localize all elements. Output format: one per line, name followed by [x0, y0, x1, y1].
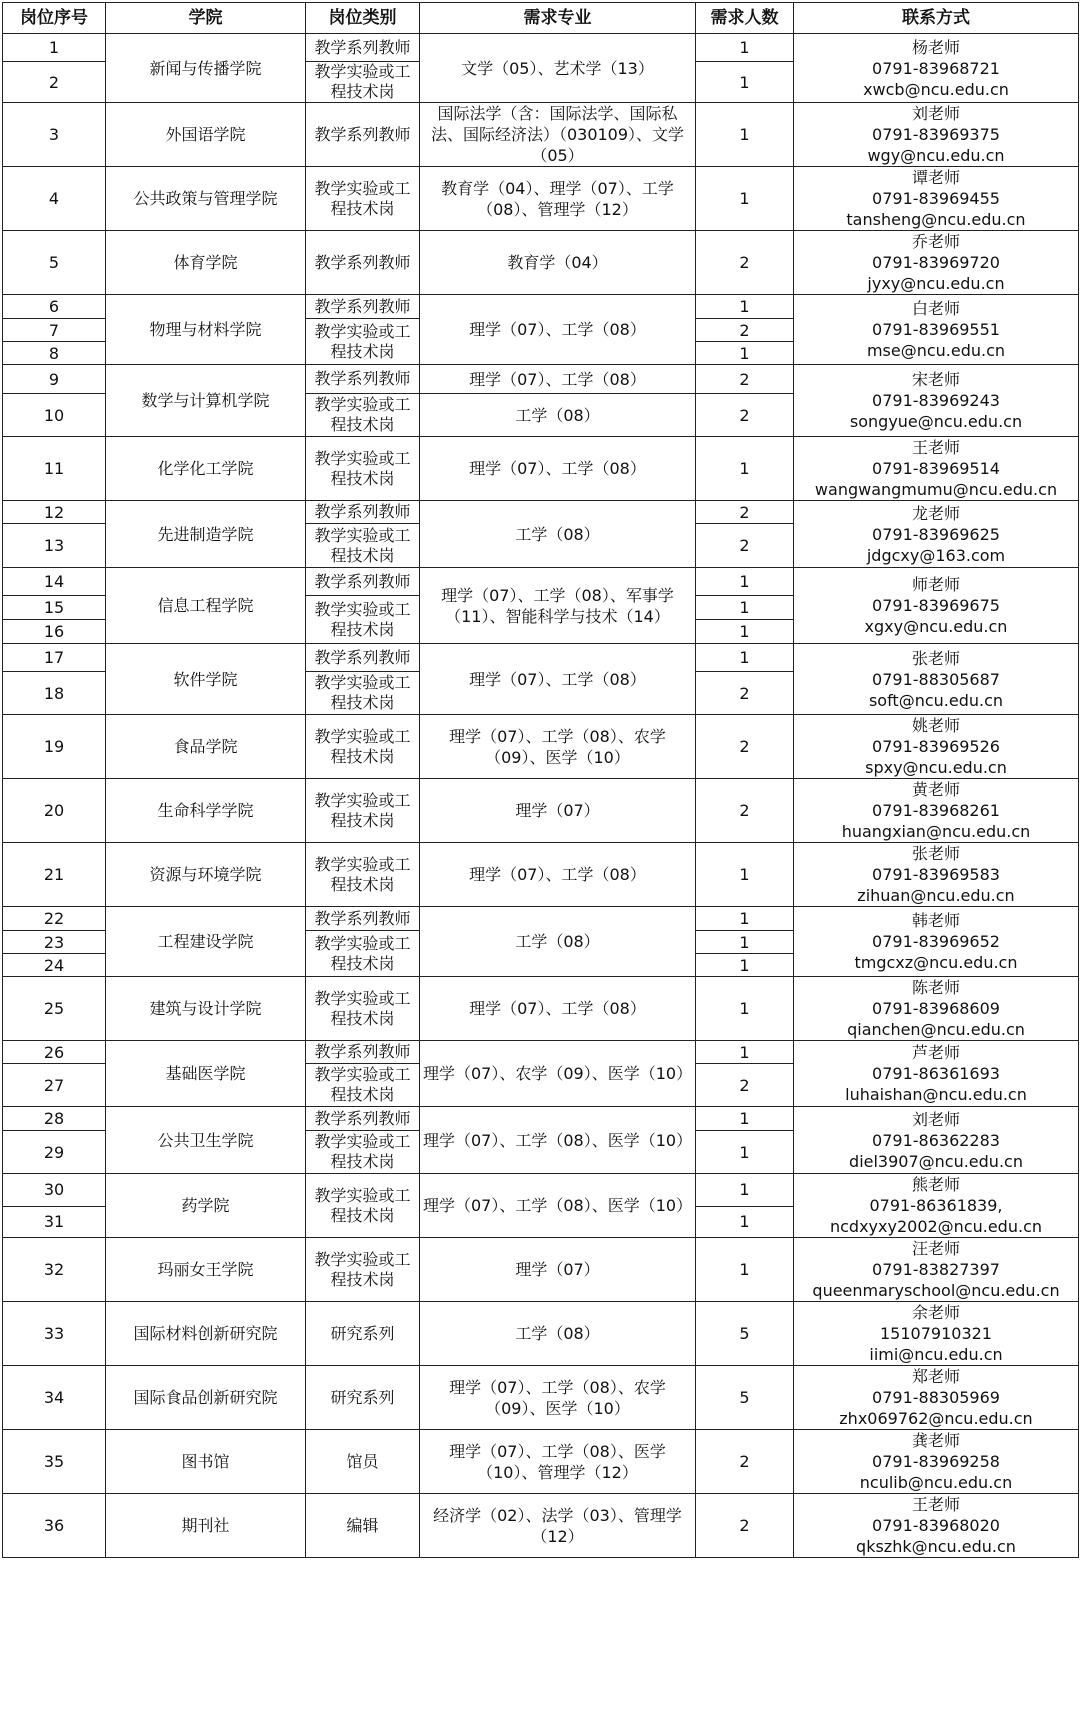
contact-phone: 0791-83969514 [872, 459, 1000, 478]
contact-phone: 0791-83969675 [872, 596, 1000, 615]
contact-cell [794, 1041, 1079, 1107]
required-major-cell: 工学（08） [420, 501, 696, 568]
position-type-cell: 教学实验或工程技术岗 [306, 167, 420, 231]
required-major-cell: 工学（08） [420, 394, 696, 437]
position-type-cell: 教学系列教师 [306, 34, 420, 62]
required-count-cell: 2 [696, 1064, 794, 1107]
required-count-cell: 1 [696, 843, 794, 907]
position-type-cell: 教学实验或工程技术岗 [306, 779, 420, 843]
table-row [3, 1238, 1079, 1302]
position-type-cell: 教学实验或工程技术岗 [306, 1174, 420, 1238]
contact-cell [794, 715, 1079, 779]
required-count-cell: 2 [696, 1494, 794, 1558]
position-type-cell: 教学系列教师 [306, 501, 420, 524]
contact-phone: 0791-83968020 [872, 1516, 1000, 1535]
position-id-cell: 8 [3, 342, 106, 365]
contact-cell [794, 779, 1079, 843]
required-major-cell: 理学（07）、工学（08）、医学（10） [420, 1107, 696, 1174]
contact-phone: 0791-83969243 [872, 391, 1000, 410]
position-id-cell: 35 [3, 1430, 106, 1494]
required-count-cell: 2 [696, 524, 794, 568]
required-count-cell: 2 [696, 672, 794, 715]
contact-email: iimi@ncu.edu.cn [869, 1345, 1003, 1364]
position-id-cell: 7 [3, 319, 106, 342]
position-id-cell: 26 [3, 1041, 106, 1064]
table-body [3, 34, 1079, 1558]
contact-email: songyue@ncu.edu.cn [849, 412, 1023, 431]
required-major-cell: 理学（07） [420, 1238, 696, 1302]
required-major-cell: 理学（07）、工学（08）、军事学（11）、智能科学与技术（14） [420, 568, 696, 644]
college-cell: 公共政策与管理学院 [106, 167, 306, 231]
position-type-cell: 教学实验或工程技术岗 [306, 931, 420, 977]
position-type-cell: 教学实验或工程技术岗 [306, 394, 420, 437]
position-type-cell: 教学系列教师 [306, 295, 420, 319]
position-type-cell: 教学实验或工程技术岗 [306, 672, 420, 715]
contact-name: 谭老师 [911, 168, 960, 187]
contact-phone: 0791-83968609 [872, 999, 1000, 1018]
required-count-cell: 2 [696, 715, 794, 779]
required-major-cell: 理学（07）、工学（08） [420, 843, 696, 907]
table-row [3, 1041, 1079, 1064]
table-row [3, 34, 1079, 62]
position-id-cell: 6 [3, 295, 106, 319]
required-major-cell: 经济学（02）、法学（03）、管理学（12） [420, 1494, 696, 1558]
required-count-cell: 2 [696, 779, 794, 843]
required-major-cell: 理学（07）、工学（08）、医学（10） [420, 1174, 696, 1238]
college-cell: 图书馆 [106, 1430, 306, 1494]
position-type-cell: 教学实验或工程技术岗 [306, 437, 420, 501]
position-type-cell: 教学系列教师 [306, 907, 420, 931]
college-cell: 化学化工学院 [106, 437, 306, 501]
contact-phone: 0791-88305969 [872, 1388, 1000, 1407]
contact-name: 乔老师 [911, 232, 960, 251]
college-cell: 资源与环境学院 [106, 843, 306, 907]
required-count-cell: 1 [696, 907, 794, 931]
required-count-cell: 1 [696, 1107, 794, 1131]
contact-phone: 0791-83969258 [872, 1452, 1000, 1471]
contact-email: qkszhk@ncu.edu.cn [856, 1537, 1016, 1556]
header-required-major: 需求专业 [420, 3, 696, 34]
contact-name: 白老师 [911, 299, 960, 318]
college-cell: 物理与材料学院 [106, 295, 306, 365]
required-count-cell: 1 [696, 568, 794, 596]
position-type-cell: 教学实验或工程技术岗 [306, 524, 420, 568]
contact-cell [794, 231, 1079, 295]
contact-phone: 0791-83968721 [872, 58, 1000, 78]
contact-email: luhaishan@ncu.edu.cn [845, 1085, 1027, 1104]
contact-cell [794, 1302, 1079, 1366]
required-major-cell: 理学（07）、工学（08）、农学（09）、医学（10） [420, 715, 696, 779]
contact-email: tmgcxz@ncu.edu.cn [854, 953, 1018, 972]
required-count-cell: 1 [696, 1041, 794, 1064]
contact-phone: 0791-83969551 [872, 320, 1000, 339]
position-id-cell: 11 [3, 437, 106, 501]
required-major-cell: 理学（07） [420, 779, 696, 843]
contact-phone: 15107910321 [880, 1324, 992, 1343]
contact-cell [794, 907, 1079, 977]
contact-cell [794, 501, 1079, 568]
required-count-cell: 1 [696, 62, 794, 103]
college-cell: 外国语学院 [106, 103, 306, 167]
contact-email: xgxy@ncu.edu.cn [864, 617, 1008, 636]
college-cell: 国际食品创新研究院 [106, 1366, 306, 1430]
contact-cell [794, 365, 1079, 437]
contact-phone: 0791-88305687 [872, 669, 1000, 689]
required-major-cell: 理学（07）、农学（09）、医学（10） [420, 1041, 696, 1107]
required-count-cell: 5 [696, 1366, 794, 1430]
position-type-cell: 教学实验或工程技术岗 [306, 1131, 420, 1174]
required-major-cell: 理学（07）、工学（08） [420, 365, 696, 394]
contact-name: 张老师 [911, 648, 960, 668]
position-id-cell: 5 [3, 231, 106, 295]
required-major-cell: 理学（07）、工学（08） [420, 437, 696, 501]
college-cell: 基础医学院 [106, 1041, 306, 1107]
position-type-cell: 教学实验或工程技术岗 [306, 977, 420, 1041]
contact-email: zhx069762@ncu.edu.cn [839, 1409, 1033, 1428]
position-id-cell: 13 [3, 524, 106, 568]
position-type-cell: 馆员 [306, 1430, 420, 1494]
contact-email: soft@ncu.edu.cn [868, 690, 1004, 710]
college-cell: 工程建设学院 [106, 907, 306, 977]
college-cell: 玛丽女王学院 [106, 1238, 306, 1302]
required-major-cell: 理学（07）、工学（08）、医学（10）、管理学（12） [420, 1430, 696, 1494]
position-type-cell: 教学系列教师 [306, 365, 420, 394]
required-count-cell: 1 [696, 954, 794, 977]
position-type-cell: 教学实验或工程技术岗 [306, 319, 420, 365]
contact-cell [794, 295, 1079, 365]
required-count-cell: 1 [696, 977, 794, 1041]
table-row [3, 1366, 1079, 1430]
required-count-cell: 1 [696, 1131, 794, 1174]
college-cell: 建筑与设计学院 [106, 977, 306, 1041]
college-cell: 信息工程学院 [106, 568, 306, 644]
position-type-cell: 教学实验或工程技术岗 [306, 1238, 420, 1302]
college-cell: 国际材料创新研究院 [106, 1302, 306, 1366]
table-row [3, 365, 1079, 394]
required-count-cell: 2 [696, 1430, 794, 1494]
position-type-cell: 教学系列教师 [306, 644, 420, 672]
contact-name: 王老师 [911, 438, 960, 457]
contact-cell [794, 977, 1079, 1041]
required-count-cell: 2 [696, 365, 794, 394]
position-id-cell: 33 [3, 1302, 106, 1366]
contact-email: wangwangmumu@ncu.edu.cn [814, 480, 1058, 499]
contact-name: 龚老师 [911, 1431, 960, 1450]
contact-cell [794, 437, 1079, 501]
table-row [3, 1107, 1079, 1131]
contact-name: 龙老师 [911, 503, 960, 523]
contact-cell [794, 1494, 1079, 1558]
contact-cell [794, 103, 1079, 167]
required-count-cell: 1 [696, 596, 794, 620]
table-row [3, 231, 1079, 295]
college-cell: 体育学院 [106, 231, 306, 295]
position-id-cell: 34 [3, 1366, 106, 1430]
position-id-cell: 1 [3, 34, 106, 62]
contact-phone: 0791-86362283 [872, 1130, 1000, 1150]
contact-name: 韩老师 [911, 911, 960, 930]
position-type-cell: 教学实验或工程技术岗 [306, 1064, 420, 1107]
position-type-cell: 研究系列 [306, 1302, 420, 1366]
table-row [3, 644, 1079, 672]
position-id-cell: 19 [3, 715, 106, 779]
table-row [3, 103, 1079, 167]
position-id-cell: 36 [3, 1494, 106, 1558]
required-count-cell: 1 [696, 167, 794, 231]
position-id-cell: 30 [3, 1174, 106, 1207]
contact-email: tansheng@ncu.edu.cn [846, 210, 1026, 229]
contact-email: jyxy@ncu.edu.cn [867, 274, 1005, 293]
contact-email: ncdxyxy2002@ncu.edu.cn [829, 1217, 1042, 1236]
contact-cell [794, 568, 1079, 644]
required-count-cell: 1 [696, 620, 794, 644]
required-major-cell: 文学（05）、艺术学（13） [420, 34, 696, 103]
college-cell: 先进制造学院 [106, 501, 306, 568]
required-count-cell: 1 [696, 1206, 794, 1238]
contact-email: queenmaryschool@ncu.edu.cn [812, 1281, 1060, 1300]
position-type-cell: 教学系列教师 [306, 568, 420, 596]
position-type-cell: 教学系列教师 [306, 103, 420, 167]
position-type-cell: 教学实验或工程技术岗 [306, 843, 420, 907]
header-position-id: 岗位序号 [3, 3, 106, 34]
college-cell: 食品学院 [106, 715, 306, 779]
required-count-cell: 2 [696, 319, 794, 342]
college-cell: 公共卫生学院 [106, 1107, 306, 1174]
contact-cell [794, 644, 1079, 715]
college-cell: 期刊社 [106, 1494, 306, 1558]
required-count-cell: 1 [696, 437, 794, 501]
position-id-cell: 2 [3, 62, 106, 103]
contact-name: 刘老师 [911, 104, 960, 123]
position-id-cell: 10 [3, 394, 106, 437]
contact-name: 杨老师 [911, 37, 960, 57]
header-contact: 联系方式 [794, 3, 1079, 34]
position-id-cell: 27 [3, 1064, 106, 1107]
position-id-cell: 14 [3, 568, 106, 596]
required-count-cell: 1 [696, 1238, 794, 1302]
required-major-cell: 理学（07）、工学（08）、农学（09）、医学（10） [420, 1366, 696, 1430]
position-type-cell: 教学实验或工程技术岗 [306, 715, 420, 779]
contact-phone: 0791-83969625 [872, 524, 1000, 544]
contact-phone: 0791-83969583 [872, 865, 1000, 884]
contact-email: wgy@ncu.edu.cn [867, 146, 1005, 165]
contact-name: 刘老师 [911, 1109, 960, 1129]
position-id-cell: 21 [3, 843, 106, 907]
contact-cell [794, 1107, 1079, 1174]
required-major-cell: 理学（07）、工学（08） [420, 977, 696, 1041]
position-id-cell: 3 [3, 103, 106, 167]
table-row [3, 1430, 1079, 1494]
required-major-cell: 工学（08） [420, 1302, 696, 1366]
position-type-cell: 编辑 [306, 1494, 420, 1558]
required-major-cell: 工学（08） [420, 907, 696, 977]
contact-phone: 0791-83969652 [872, 932, 1000, 951]
table-row [3, 295, 1079, 319]
required-major-cell: 理学（07）、工学（08） [420, 644, 696, 715]
position-id-cell: 24 [3, 954, 106, 977]
contact-name: 姚老师 [911, 716, 960, 735]
contact-email: huangxian@ncu.edu.cn [841, 822, 1031, 841]
required-count-cell: 1 [696, 103, 794, 167]
contact-name: 郑老师 [911, 1367, 960, 1386]
required-major-cell: 教育学（04） [420, 231, 696, 295]
position-id-cell: 31 [3, 1206, 106, 1238]
table-row [3, 907, 1079, 931]
contact-email: nculib@ncu.edu.cn [859, 1473, 1013, 1492]
table-row [3, 779, 1079, 843]
contact-email: jdgcxy@163.com [866, 545, 1006, 565]
table-row [3, 167, 1079, 231]
required-count-cell: 1 [696, 931, 794, 954]
contact-name: 熊老师 [911, 1175, 960, 1194]
header-position-type: 岗位类别 [306, 3, 420, 34]
required-count-cell: 2 [696, 501, 794, 524]
contact-name: 王老师 [911, 1495, 960, 1514]
position-id-cell: 18 [3, 672, 106, 715]
college-cell: 药学院 [106, 1174, 306, 1238]
position-id-cell: 23 [3, 931, 106, 954]
contact-email: xwcb@ncu.edu.cn [863, 79, 1009, 99]
contact-email: zihuan@ncu.edu.cn [857, 886, 1015, 905]
position-type-cell: 教学实验或工程技术岗 [306, 596, 420, 644]
position-id-cell: 17 [3, 644, 106, 672]
college-cell: 软件学院 [106, 644, 306, 715]
contact-email: diel3907@ncu.edu.cn [849, 1151, 1023, 1171]
contact-phone: 0791-83968261 [872, 801, 1000, 820]
position-type-cell: 教学系列教师 [306, 231, 420, 295]
college-cell: 生命科学学院 [106, 779, 306, 843]
contact-phone: 0791-86361693 [872, 1064, 1000, 1083]
contact-name: 黄老师 [911, 780, 960, 799]
table-row [3, 715, 1079, 779]
contact-name: 汪老师 [911, 1239, 960, 1258]
required-count-cell: 5 [696, 1302, 794, 1366]
required-count-cell: 1 [696, 644, 794, 672]
table-row [3, 437, 1079, 501]
position-type-cell: 教学系列教师 [306, 1041, 420, 1064]
contact-cell [794, 1430, 1079, 1494]
position-type-cell: 教学实验或工程技术岗 [306, 62, 420, 103]
required-major-cell: 理学（07）、工学（08） [420, 295, 696, 365]
contact-cell [794, 34, 1079, 103]
table-row [3, 568, 1079, 596]
position-id-cell: 20 [3, 779, 106, 843]
contact-cell [794, 843, 1079, 907]
required-major-cell: 国际法学（含：国际法学、国际私法、国际经济法）（030109）、文学（05） [420, 103, 696, 167]
position-type-cell: 研究系列 [306, 1366, 420, 1430]
table-header-row [3, 3, 1079, 34]
college-cell: 新闻与传播学院 [106, 34, 306, 103]
table-row [3, 1302, 1079, 1366]
position-id-cell: 28 [3, 1107, 106, 1131]
table-row [3, 1494, 1079, 1558]
contact-cell [794, 1174, 1079, 1238]
contact-name: 张老师 [911, 844, 960, 863]
position-id-cell: 32 [3, 1238, 106, 1302]
position-id-cell: 12 [3, 501, 106, 524]
contact-cell [794, 167, 1079, 231]
required-count-cell: 2 [696, 394, 794, 437]
required-major-cell: 教育学（04）、理学（07）、工学（08）、管理学（12） [420, 167, 696, 231]
position-type-cell: 教学系列教师 [306, 1107, 420, 1131]
position-id-cell: 16 [3, 620, 106, 644]
contact-email: qianchen@ncu.edu.cn [847, 1020, 1025, 1039]
college-cell: 数学与计算机学院 [106, 365, 306, 437]
contact-phone: 0791-83827397 [872, 1260, 1000, 1279]
position-id-cell: 29 [3, 1131, 106, 1174]
contact-phone: 0791-83969526 [872, 737, 1000, 756]
required-count-cell: 1 [696, 342, 794, 365]
contact-name: 宋老师 [911, 370, 960, 389]
contact-name: 师老师 [911, 575, 960, 594]
position-id-cell: 4 [3, 167, 106, 231]
table-row [3, 1174, 1079, 1207]
contact-name: 芦老师 [911, 1043, 960, 1062]
required-count-cell: 1 [696, 295, 794, 319]
required-count-cell: 1 [696, 34, 794, 62]
position-id-cell: 25 [3, 977, 106, 1041]
table-row [3, 977, 1079, 1041]
table-row [3, 843, 1079, 907]
contact-phone: 0791-83969375 [872, 125, 1000, 144]
contact-cell [794, 1238, 1079, 1302]
position-id-cell: 22 [3, 907, 106, 931]
position-id-cell: 9 [3, 365, 106, 394]
contact-name: 余老师 [911, 1303, 960, 1322]
required-count-cell: 2 [696, 231, 794, 295]
contact-cell [794, 1366, 1079, 1430]
recruitment-table [2, 2, 1079, 1558]
contact-email: mse@ncu.edu.cn [866, 341, 1006, 360]
contact-phone: 0791-83969720 [872, 253, 1000, 272]
contact-email: spxy@ncu.edu.cn [865, 758, 1007, 777]
required-count-cell: 1 [696, 1174, 794, 1207]
header-required-count: 需求人数 [696, 3, 794, 34]
contact-name: 陈老师 [911, 978, 960, 997]
position-id-cell: 15 [3, 596, 106, 620]
contact-phone: 0791-86361839, [869, 1196, 1003, 1215]
header-college: 学院 [106, 3, 306, 34]
contact-phone: 0791-83969455 [872, 189, 1000, 208]
table-row [3, 501, 1079, 524]
